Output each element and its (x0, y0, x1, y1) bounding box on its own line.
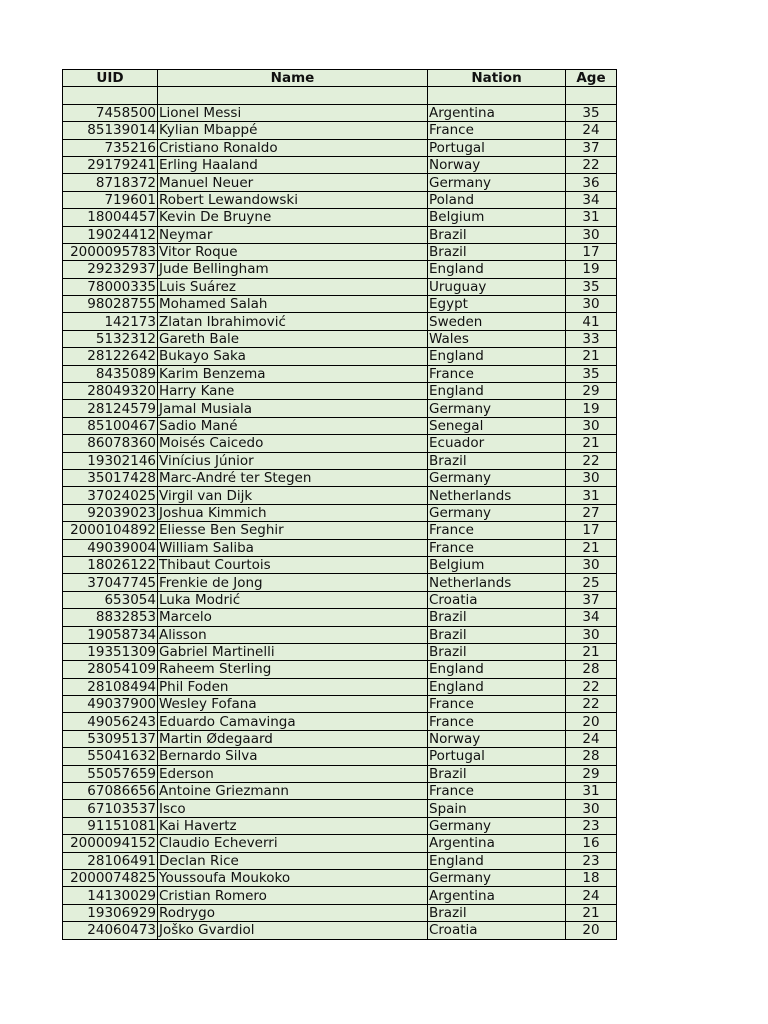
nation-cell[interactable]: Brazil (428, 904, 566, 921)
table-row (63, 400, 617, 417)
nation-cell[interactable]: Germany (428, 504, 566, 521)
name-cell[interactable]: Isco (158, 800, 428, 817)
age-cell[interactable]: 41 (566, 313, 617, 330)
name-column-header[interactable]: Name (158, 70, 428, 87)
nation-cell[interactable]: Brazil (428, 452, 566, 469)
name-cell[interactable]: Eliesse Ben Seghir (158, 522, 428, 539)
nation-cell[interactable]: Norway (428, 156, 566, 173)
nation-cell[interactable]: Netherlands (428, 487, 566, 504)
table-row (63, 487, 617, 504)
table-row (63, 661, 617, 678)
table-row (63, 748, 617, 765)
age-cell[interactable]: 22 (566, 452, 617, 469)
name-cell[interactable]: Vitor Roque (158, 243, 428, 260)
nation-cell[interactable]: Brazil (428, 226, 566, 243)
age-cell[interactable]: 28 (566, 661, 617, 678)
nation-cell[interactable]: Belgium (428, 209, 566, 226)
nation-cell[interactable]: England (428, 852, 566, 869)
uid-cell[interactable]: 2000094152 (63, 835, 158, 852)
nation-cell[interactable]: Germany (428, 174, 566, 191)
table-row (63, 922, 617, 939)
nation-cell[interactable]: Spain (428, 800, 566, 817)
name-cell[interactable]: Kai Havertz (158, 817, 428, 834)
uid-column-header[interactable]: UID (63, 70, 158, 87)
age-cell[interactable]: 30 (566, 296, 617, 313)
table-row (63, 156, 617, 173)
age-cell[interactable]: 35 (566, 104, 617, 121)
name-cell[interactable]: Raheem Sterling (158, 661, 428, 678)
table-row (63, 730, 617, 747)
table-row (63, 800, 617, 817)
name-cell[interactable]: Martin Ødegaard (158, 730, 428, 747)
uid-cell[interactable]: 2000104892 (63, 522, 158, 539)
age-cell[interactable]: 21 (566, 539, 617, 556)
nation-cell[interactable]: Germany (428, 469, 566, 486)
name-cell[interactable]: Luis Suárez (158, 278, 428, 295)
uid-cell[interactable]: 2000074825 (63, 869, 158, 886)
uid-cell[interactable]: 78000335 (63, 278, 158, 295)
empty-row (63, 87, 617, 104)
name-cell[interactable]: Claudio Echeverri (158, 835, 428, 852)
age-cell[interactable]: 22 (566, 156, 617, 173)
age-cell[interactable]: 34 (566, 191, 617, 208)
nation-cell[interactable]: Belgium (428, 556, 566, 573)
empty-name-cell[interactable] (158, 87, 428, 104)
nation-cell[interactable]: Argentina (428, 887, 566, 904)
table-row (63, 261, 617, 278)
nation-cell[interactable]: Brazil (428, 243, 566, 260)
uid-cell[interactable]: 35017428 (63, 469, 158, 486)
uid-cell[interactable]: 28108494 (63, 678, 158, 695)
name-cell[interactable]: Frenkie de Jong (158, 574, 428, 591)
uid-cell[interactable]: 653054 (63, 591, 158, 608)
table-row (63, 209, 617, 226)
name-cell[interactable]: Rodrygo (158, 904, 428, 921)
nation-cell[interactable]: Portugal (428, 748, 566, 765)
age-cell[interactable]: 29 (566, 383, 617, 400)
age-cell[interactable]: 37 (566, 591, 617, 608)
nation-cell[interactable]: Uruguay (428, 278, 566, 295)
uid-cell[interactable]: 37024025 (63, 487, 158, 504)
uid-cell[interactable]: 8832853 (63, 609, 158, 626)
table-row (63, 887, 617, 904)
age-cell[interactable]: 27 (566, 504, 617, 521)
name-cell[interactable]: Sadio Mané (158, 417, 428, 434)
table-row (63, 139, 617, 156)
age-cell[interactable]: 31 (566, 783, 617, 800)
name-cell[interactable]: Gareth Bale (158, 330, 428, 347)
nation-column-header[interactable]: Nation (428, 70, 566, 87)
uid-cell[interactable]: 28049320 (63, 383, 158, 400)
uid-cell[interactable]: 92039023 (63, 504, 158, 521)
name-cell[interactable]: Joško Gvardiol (158, 922, 428, 939)
empty-age-cell[interactable] (566, 87, 617, 104)
table-row (63, 713, 617, 730)
uid-cell[interactable]: 67086656 (63, 783, 158, 800)
age-cell[interactable]: 34 (566, 609, 617, 626)
name-cell[interactable]: Erling Haaland (158, 156, 428, 173)
table-row (63, 556, 617, 573)
uid-cell[interactable]: 8718372 (63, 174, 158, 191)
age-cell[interactable]: 18 (566, 869, 617, 886)
nation-cell[interactable]: England (428, 261, 566, 278)
name-cell[interactable]: Eduardo Camavinga (158, 713, 428, 730)
table-row (63, 452, 617, 469)
nation-cell[interactable]: Poland (428, 191, 566, 208)
name-cell[interactable]: William Saliba (158, 539, 428, 556)
nation-cell[interactable]: France (428, 365, 566, 382)
uid-cell[interactable]: 67103537 (63, 800, 158, 817)
nation-cell[interactable]: Brazil (428, 643, 566, 660)
table-row (63, 783, 617, 800)
name-cell[interactable]: Declan Rice (158, 852, 428, 869)
table-row (63, 539, 617, 556)
age-cell[interactable]: 31 (566, 487, 617, 504)
name-cell[interactable]: Moisés Caicedo (158, 435, 428, 452)
name-cell[interactable]: Cristian Romero (158, 887, 428, 904)
table-row (63, 348, 617, 365)
player-table (62, 69, 617, 940)
nation-cell[interactable]: Germany (428, 817, 566, 834)
uid-cell[interactable]: 28106491 (63, 852, 158, 869)
uid-cell[interactable]: 18026122 (63, 556, 158, 573)
name-cell[interactable]: Gabriel Martinelli (158, 643, 428, 660)
age-cell[interactable]: 21 (566, 348, 617, 365)
nation-cell[interactable]: Germany (428, 869, 566, 886)
nation-cell[interactable]: Croatia (428, 591, 566, 608)
table-row (63, 609, 617, 626)
table-row (63, 174, 617, 191)
uid-cell[interactable]: 55057659 (63, 765, 158, 782)
uid-cell[interactable]: 719601 (63, 191, 158, 208)
name-cell[interactable]: Thibaut Courtois (158, 556, 428, 573)
nation-cell[interactable]: France (428, 713, 566, 730)
nation-cell[interactable]: England (428, 383, 566, 400)
age-cell[interactable]: 30 (566, 626, 617, 643)
uid-cell[interactable]: 28122642 (63, 348, 158, 365)
table-row (63, 852, 617, 869)
nation-cell[interactable]: Brazil (428, 765, 566, 782)
nation-cell[interactable]: Croatia (428, 922, 566, 939)
uid-cell[interactable]: 19058734 (63, 626, 158, 643)
age-cell[interactable]: 24 (566, 730, 617, 747)
nation-cell[interactable]: Argentina (428, 104, 566, 121)
name-cell[interactable]: Joshua Kimmich (158, 504, 428, 521)
uid-cell[interactable]: 19302146 (63, 452, 158, 469)
uid-cell[interactable]: 142173 (63, 313, 158, 330)
uid-cell[interactable]: 86078360 (63, 435, 158, 452)
nation-cell[interactable]: France (428, 122, 566, 139)
age-cell[interactable]: 24 (566, 887, 617, 904)
table-row (63, 835, 617, 852)
uid-cell[interactable]: 49039004 (63, 539, 158, 556)
table-row (63, 330, 617, 347)
name-cell[interactable]: Robert Lewandowski (158, 191, 428, 208)
name-cell[interactable]: Zlatan Ibrahimović (158, 313, 428, 330)
nation-cell[interactable]: France (428, 783, 566, 800)
table-row (63, 104, 617, 121)
nation-cell[interactable]: France (428, 696, 566, 713)
name-cell[interactable]: Marcelo (158, 609, 428, 626)
uid-cell[interactable]: 29179241 (63, 156, 158, 173)
name-cell[interactable]: Jamal Musiala (158, 400, 428, 417)
nation-cell[interactable]: Brazil (428, 626, 566, 643)
uid-cell[interactable]: 98028755 (63, 296, 158, 313)
nation-cell[interactable]: Germany (428, 400, 566, 417)
nation-cell[interactable]: Netherlands (428, 574, 566, 591)
uid-cell[interactable]: 49056243 (63, 713, 158, 730)
age-cell[interactable]: 30 (566, 417, 617, 434)
age-cell[interactable]: 21 (566, 435, 617, 452)
age-cell[interactable]: 33 (566, 330, 617, 347)
nation-cell[interactable]: France (428, 539, 566, 556)
header-row (63, 70, 617, 87)
age-cell[interactable]: 16 (566, 835, 617, 852)
table-row (63, 904, 617, 921)
uid-cell[interactable]: 735216 (63, 139, 158, 156)
table-row (63, 122, 617, 139)
table-row (63, 504, 617, 521)
empty-uid-cell[interactable] (63, 87, 158, 104)
nation-cell[interactable]: England (428, 348, 566, 365)
name-cell[interactable]: Ederson (158, 765, 428, 782)
name-cell[interactable]: Marc-André ter Stegen (158, 469, 428, 486)
name-cell[interactable]: Kevin De Bruyne (158, 209, 428, 226)
nation-cell[interactable]: Sweden (428, 313, 566, 330)
age-cell[interactable]: 35 (566, 278, 617, 295)
age-cell[interactable]: 30 (566, 469, 617, 486)
nation-cell[interactable]: Portugal (428, 139, 566, 156)
age-cell[interactable]: 30 (566, 800, 617, 817)
uid-cell[interactable]: 24060473 (63, 922, 158, 939)
age-column-header[interactable]: Age (566, 70, 617, 87)
uid-cell[interactable]: 19306929 (63, 904, 158, 921)
name-cell[interactable]: Youssoufa Moukoko (158, 869, 428, 886)
nation-cell[interactable]: Ecuador (428, 435, 566, 452)
uid-cell[interactable]: 19024412 (63, 226, 158, 243)
table-row (63, 817, 617, 834)
name-cell[interactable]: Karim Benzema (158, 365, 428, 382)
name-cell[interactable]: Neymar (158, 226, 428, 243)
uid-cell[interactable]: 18004457 (63, 209, 158, 226)
uid-cell[interactable]: 28054109 (63, 661, 158, 678)
name-cell[interactable]: Mohamed Salah (158, 296, 428, 313)
table-row (63, 765, 617, 782)
name-cell[interactable]: Virgil van Dijk (158, 487, 428, 504)
name-cell[interactable]: Alisson (158, 626, 428, 643)
age-cell[interactable]: 35 (566, 365, 617, 382)
table-row (63, 678, 617, 695)
table-row (63, 191, 617, 208)
nation-cell[interactable]: England (428, 661, 566, 678)
table-row (63, 522, 617, 539)
uid-cell[interactable]: 53095137 (63, 730, 158, 747)
table-row (63, 591, 617, 608)
table-row (63, 365, 617, 382)
uid-cell[interactable]: 49037900 (63, 696, 158, 713)
name-cell[interactable]: Bukayo Saka (158, 348, 428, 365)
age-cell[interactable]: 31 (566, 209, 617, 226)
uid-cell[interactable]: 29232937 (63, 261, 158, 278)
age-cell[interactable]: 21 (566, 904, 617, 921)
age-cell[interactable]: 22 (566, 696, 617, 713)
uid-cell[interactable]: 85139014 (63, 122, 158, 139)
uid-cell[interactable]: 8435089 (63, 365, 158, 382)
age-cell[interactable]: 23 (566, 852, 617, 869)
uid-cell[interactable]: 37047745 (63, 574, 158, 591)
nation-cell[interactable]: France (428, 522, 566, 539)
table-row (63, 226, 617, 243)
age-cell[interactable]: 36 (566, 174, 617, 191)
table-row (63, 626, 617, 643)
table-row (63, 243, 617, 260)
nation-cell[interactable]: England (428, 678, 566, 695)
table-row (63, 435, 617, 452)
age-cell[interactable]: 20 (566, 922, 617, 939)
name-cell[interactable]: Wesley Fofana (158, 696, 428, 713)
age-cell[interactable]: 19 (566, 400, 617, 417)
table-row (63, 469, 617, 486)
name-cell[interactable]: Bernardo Silva (158, 748, 428, 765)
nation-cell[interactable]: Wales (428, 330, 566, 347)
name-cell[interactable]: Phil Foden (158, 678, 428, 695)
nation-cell[interactable]: Egypt (428, 296, 566, 313)
table-row (63, 383, 617, 400)
age-cell[interactable]: 37 (566, 139, 617, 156)
table-row (63, 643, 617, 660)
name-cell[interactable]: Luka Modrić (158, 591, 428, 608)
age-cell[interactable]: 25 (566, 574, 617, 591)
nation-cell[interactable]: Argentina (428, 835, 566, 852)
name-cell[interactable]: Cristiano Ronaldo (158, 139, 428, 156)
uid-cell[interactable]: 91151081 (63, 817, 158, 834)
name-cell[interactable]: Vinícius Júnior (158, 452, 428, 469)
uid-cell[interactable]: 28124579 (63, 400, 158, 417)
age-cell[interactable]: 17 (566, 243, 617, 260)
table-row (63, 869, 617, 886)
table-row (63, 313, 617, 330)
nation-cell[interactable]: Norway (428, 730, 566, 747)
age-cell[interactable]: 21 (566, 643, 617, 660)
empty-nation-cell[interactable] (428, 87, 566, 104)
name-cell[interactable]: Manuel Neuer (158, 174, 428, 191)
uid-cell[interactable]: 2000095783 (63, 243, 158, 260)
uid-cell[interactable]: 19351309 (63, 643, 158, 660)
uid-cell[interactable]: 85100467 (63, 417, 158, 434)
table-row (63, 696, 617, 713)
uid-cell[interactable]: 55041632 (63, 748, 158, 765)
age-cell[interactable]: 19 (566, 261, 617, 278)
uid-cell[interactable]: 7458500 (63, 104, 158, 121)
table-row (63, 278, 617, 295)
name-cell[interactable]: Kylian Mbappé (158, 122, 428, 139)
table-row (63, 296, 617, 313)
age-cell[interactable]: 24 (566, 122, 617, 139)
age-cell[interactable]: 30 (566, 226, 617, 243)
name-cell[interactable]: Harry Kane (158, 383, 428, 400)
name-cell[interactable]: Lionel Messi (158, 104, 428, 121)
uid-cell[interactable]: 14130029 (63, 887, 158, 904)
name-cell[interactable]: Jude Bellingham (158, 261, 428, 278)
age-cell[interactable]: 23 (566, 817, 617, 834)
age-cell[interactable]: 30 (566, 556, 617, 573)
uid-cell[interactable]: 5132312 (63, 330, 158, 347)
table-row (63, 417, 617, 434)
name-cell[interactable]: Antoine Griezmann (158, 783, 428, 800)
age-cell[interactable]: 28 (566, 748, 617, 765)
age-cell[interactable]: 22 (566, 678, 617, 695)
age-cell[interactable]: 29 (566, 765, 617, 782)
table-row (63, 574, 617, 591)
nation-cell[interactable]: Brazil (428, 609, 566, 626)
age-cell[interactable]: 17 (566, 522, 617, 539)
age-cell[interactable]: 20 (566, 713, 617, 730)
nation-cell[interactable]: Senegal (428, 417, 566, 434)
